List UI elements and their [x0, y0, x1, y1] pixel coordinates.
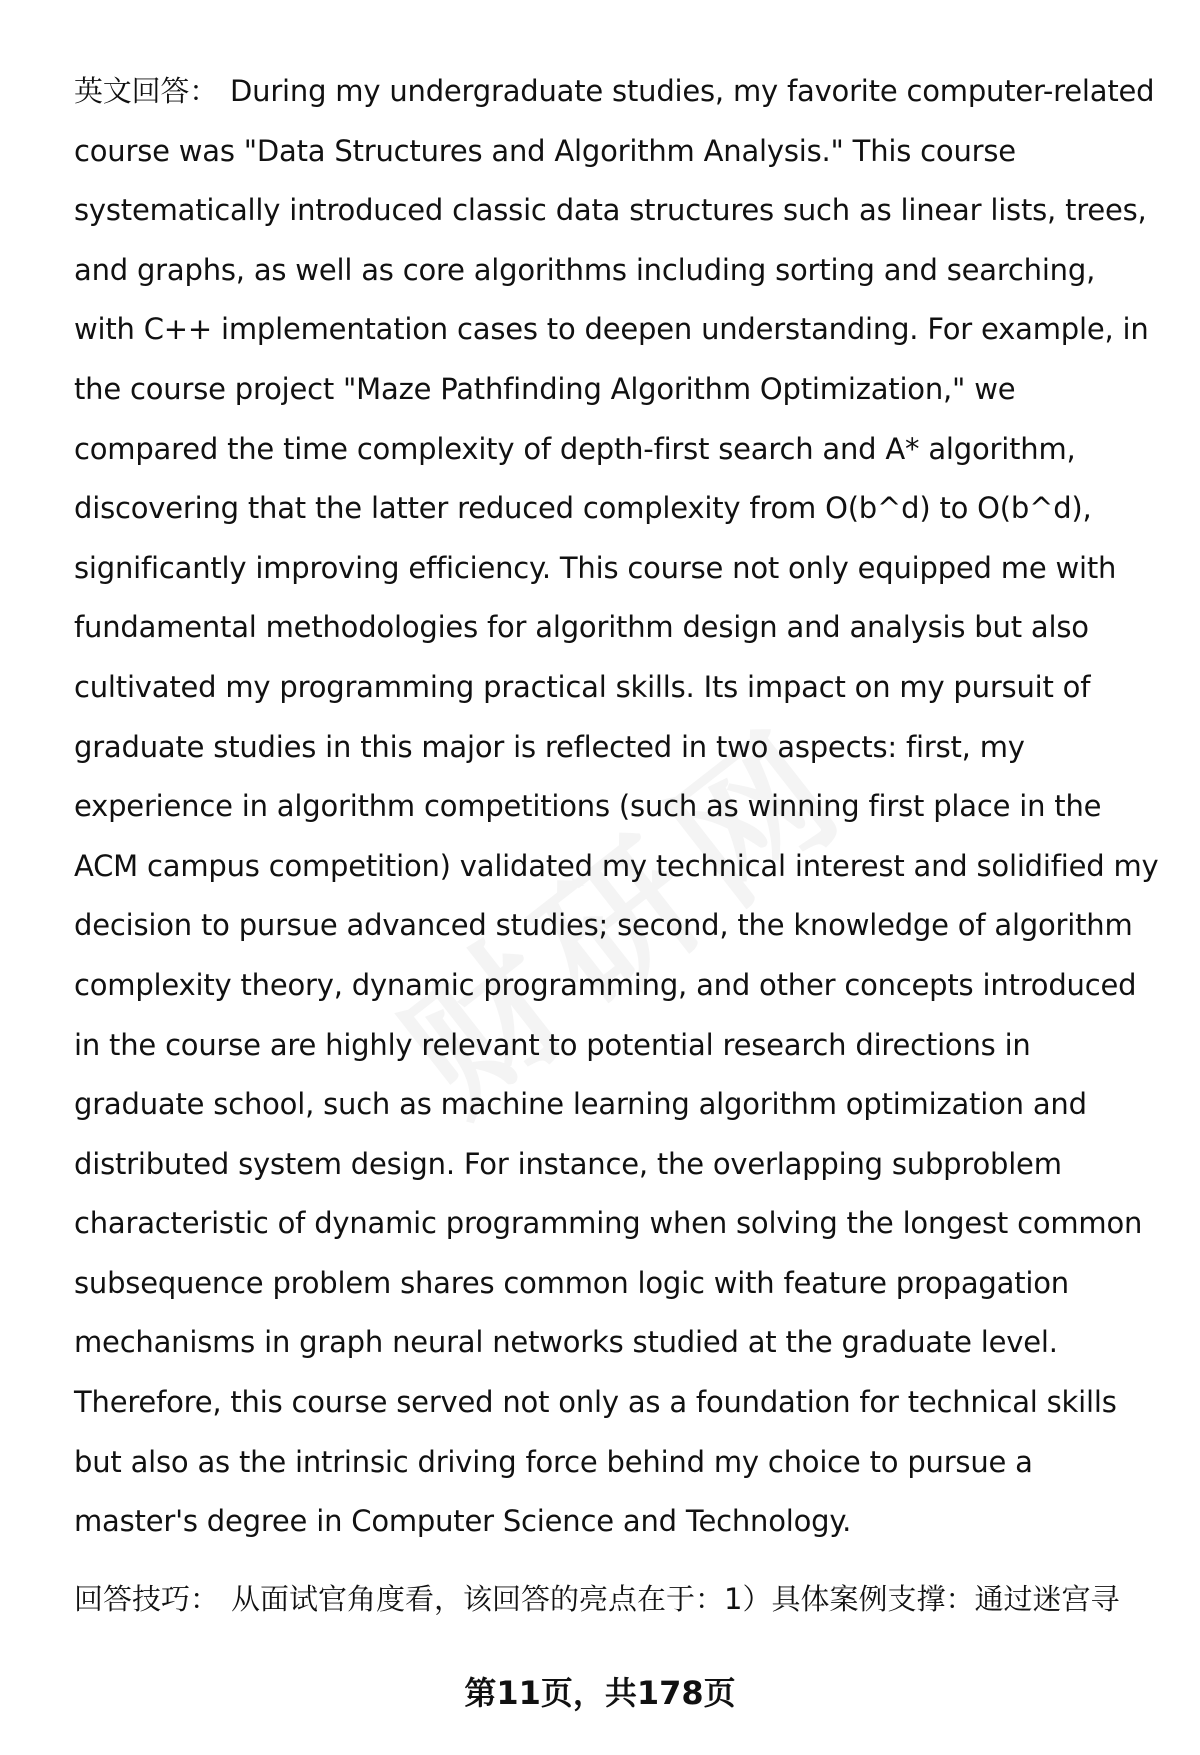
answer-section — [74, 62, 1164, 1552]
tips-label: 回答技巧： — [74, 1582, 220, 1616]
page-indicator: 第11页，共178页 — [464, 1674, 736, 1712]
answer-label: 英文回答： — [74, 74, 219, 108]
answer-paragraph — [74, 62, 1164, 1552]
answer-text: During my undergraduate studies, my favorite computer-related course was "Data Structures and Algorithm Analysis." This course systematically introduced classic data structures such as linear lists, trees, and graphs, as well as core algorithms including sorting and searching, with C++ implementation cases to deepen understanding. For example, in the course project "Maze Pathfinding Algorithm Optimization," we compared the time complexity of depth-first search and A* algorithm, discovering that the latter reduced complexity from O(b^d) to O(b^d), significantly improving efficiency. This course not only equipped me with fundamental methodologies for algorithm design and analysis but also cultivated my programming practical skills. Its impact on my pursuit of graduate studies in this major is reflected in two aspects: first, my experience in algorithm competitions (such as winning first place in the ACM campus competition) validated my technical interest and solidified my decision to pursue advanced studies; second, the knowledge of algorithm complexity theory, dynamic programming, and other concepts introduced in the course are highly relevant to potential research directions in graduate school, such as machine learning algorithm optimization and distributed system design. For instance, the overlapping subproblem characteristic of dynamic programming when solving the longest common subsequence problem shares common logic with feature propagation mechanisms in graph neural networks studied at the graduate level. Therefore, this course served not only as a foundation for technical skills but also as the intrinsic driving force behind my choice to pursue a master's degree in Computer Science and Technology. — [74, 74, 1159, 1539]
tips-paragraph — [74, 1570, 1164, 1630]
tips-text: 从面试官角度看，该回答的亮点在于：1）具体案例支撑：通过迷宫寻 — [231, 1582, 1120, 1616]
